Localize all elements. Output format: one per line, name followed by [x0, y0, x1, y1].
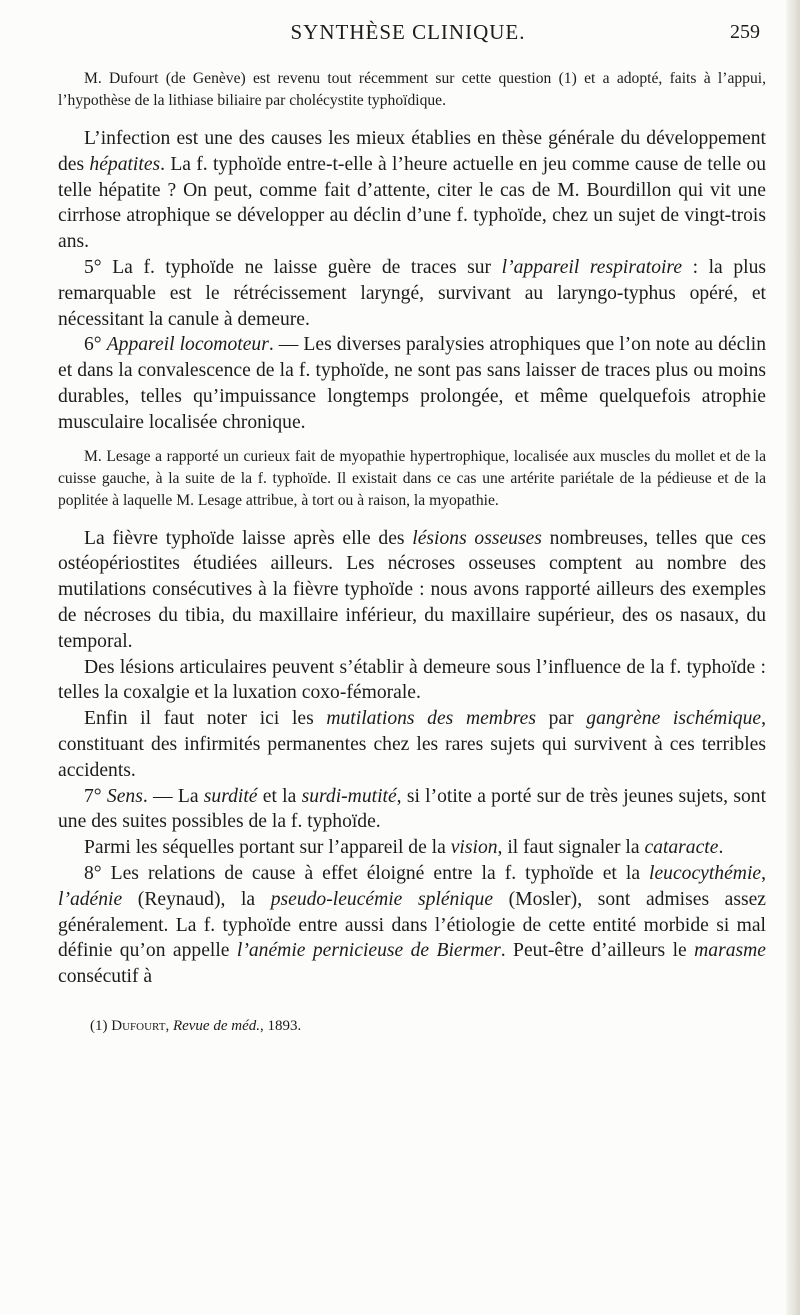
text-span: , si l’otite a porté sur de très jeunes sujets, sont une des suites possibles de la f. typhoïde.: [58, 785, 767, 833]
italic-term: hépatites: [89, 153, 161, 175]
text-span: consécutif à: [58, 966, 153, 988]
text-span: . La f. typhoïde entre-t-elle à l’heure actuelle en jeu comme cause de telle ou telle hépatite ? On peut, comme fait d’attente, citer le cas de M. Bourdillon qui vit une cirrhose atrophique se développer au déclin d’une f. typhoïde, chez un sujet de vingt-trois ans.: [58, 153, 766, 253]
italic-term: l’adénie: [58, 888, 123, 910]
text-span: . Peut-être d’ailleurs le: [500, 940, 695, 962]
running-head: SYNTHÈSE CLINIQUE.: [290, 20, 526, 44]
italic-term: l’appareil respiratoire: [501, 256, 683, 278]
text-span: et la: [257, 785, 302, 807]
paragraph-articulaires: Des lésions articulaires peuvent s’établir à demeure sous l’influence de la f. typhoïde : telles la coxalgie et la luxation coxo-fémorale.: [58, 656, 766, 704]
italic-term: cataracte: [644, 837, 719, 859]
text-span: nombreuses, telles que ces ostéopériostites étudiées ailleurs. Les nécroses osseuses comptent au nombre des mutilations consécutives à la fièvre typhoïde : nous avons rapporté ailleurs des exemples de nécroses du tibia, du maxillaire inférieur, du maxillaire supérieur, des os nasaux, du temporal.: [58, 527, 766, 652]
text-span: .: [718, 837, 724, 859]
text-span: ,: [761, 862, 766, 884]
text-span: 8° Les relations de cause à effet éloigné entre la f. typhoïde et la: [84, 862, 650, 884]
lesage-note: M. Lesage a rapporté un curieux fait de myopathie hypertrophique, localisée aux muscles du mollet et de la cuisse gauche, à la suite de la f. typhoïde. Il existait dans ce cas une artérite pariétale de la pédieuse et de la poplitée à laquelle M. Lesage attribue, à tort ou à raison, la myopathie.: [58, 447, 766, 509]
italic-term: leucocythémie: [649, 862, 762, 884]
top-note: M. Dufourt (de Genève) est revenu tout récemment sur cette question (1) et a adopté, faits à l’appui, l’hypothèse de la lithiase biliaire par cholécystite typhoïdique.: [58, 70, 766, 109]
italic-term: lésions osseuses: [412, 527, 542, 549]
page-edge-shadow: [786, 0, 800, 1315]
footnote-year: , 1893.: [259, 1017, 302, 1034]
paragraph-hepatites: [58, 126, 766, 255]
paragraph-vision: [58, 835, 766, 861]
italic-term: mutilations des membres: [326, 708, 536, 730]
paragraph-locomoteur: [58, 332, 766, 435]
text-span: , constituant des infirmités permanentes chez les rares sujets qui survivent à ces terribles accidents.: [58, 708, 766, 781]
footnote-source: Revue de méd.: [172, 1017, 260, 1034]
italic-term: pseudo-leucémie splénique: [270, 888, 494, 910]
paragraph-lesions-osseuses: [58, 526, 766, 655]
italic-term: gangrène ischémique: [586, 708, 762, 730]
italic-term: Appareil locomoteur: [106, 334, 269, 356]
italic-term: surdi-mutité: [301, 785, 397, 807]
text-span: (Mosler), sont admises assez généralement. La f. typhoïde entre aussi dans l’étiologie de cette entité morbide si mal définie qu’on appelle: [58, 888, 766, 962]
footnote: [58, 1016, 766, 1036]
text-span: 6°: [84, 334, 107, 356]
footnote-number: (1): [90, 1017, 112, 1034]
paragraph-relations: [58, 861, 766, 990]
text-span: . — Les diverses paralysies atrophiques que l’on note au déclin et dans la convalescence de la f. typhoïde, ne sont pas sans laisser de traces plus ou moins durables, telles qu’impuissance longtemps prolongée, et même quelquefois atrophie musculaire localisée chronique.: [58, 334, 767, 433]
text-span: , il faut signaler la: [497, 837, 645, 859]
text-span: La fièvre typhoïde laisse après elle des: [84, 527, 413, 549]
text-span: Parmi les séquelles portant sur l’appareil de la: [84, 837, 451, 859]
text-span: (Reynaud), la: [122, 888, 271, 910]
page-number: 259: [730, 21, 760, 43]
page-body: [58, 68, 766, 1036]
text-span: : la plus remarquable est le rétrécissement laryngé, survivant au laryngo-typhus opéré, et nécessitant la canule à demeure.: [58, 256, 766, 330]
paragraph-sens: [58, 784, 766, 836]
text-span: ,: [165, 1017, 173, 1034]
text-span: par: [535, 708, 587, 730]
italic-term: Sens: [106, 785, 143, 807]
text-span: Enfin il faut noter ici les: [84, 708, 327, 730]
page-header: [56, 20, 760, 50]
italic-term: marasme: [694, 940, 766, 962]
italic-term: vision: [450, 837, 498, 859]
text-span: L’infection est une des causes les mieux établies en thèse générale du développement des: [58, 128, 766, 175]
footnote-author: Dufourt: [111, 1017, 166, 1034]
italic-term: l’anémie pernicieuse de Biermer: [236, 940, 501, 962]
paragraph-mutilations: [58, 706, 766, 783]
paragraph-respiratoire: [58, 255, 766, 332]
text-span: 5° La f. typhoïde ne laisse guère de traces sur: [84, 256, 502, 278]
text-span: 7°: [84, 785, 107, 807]
text-span: . — La: [142, 785, 204, 807]
italic-term: surdité: [203, 785, 258, 807]
